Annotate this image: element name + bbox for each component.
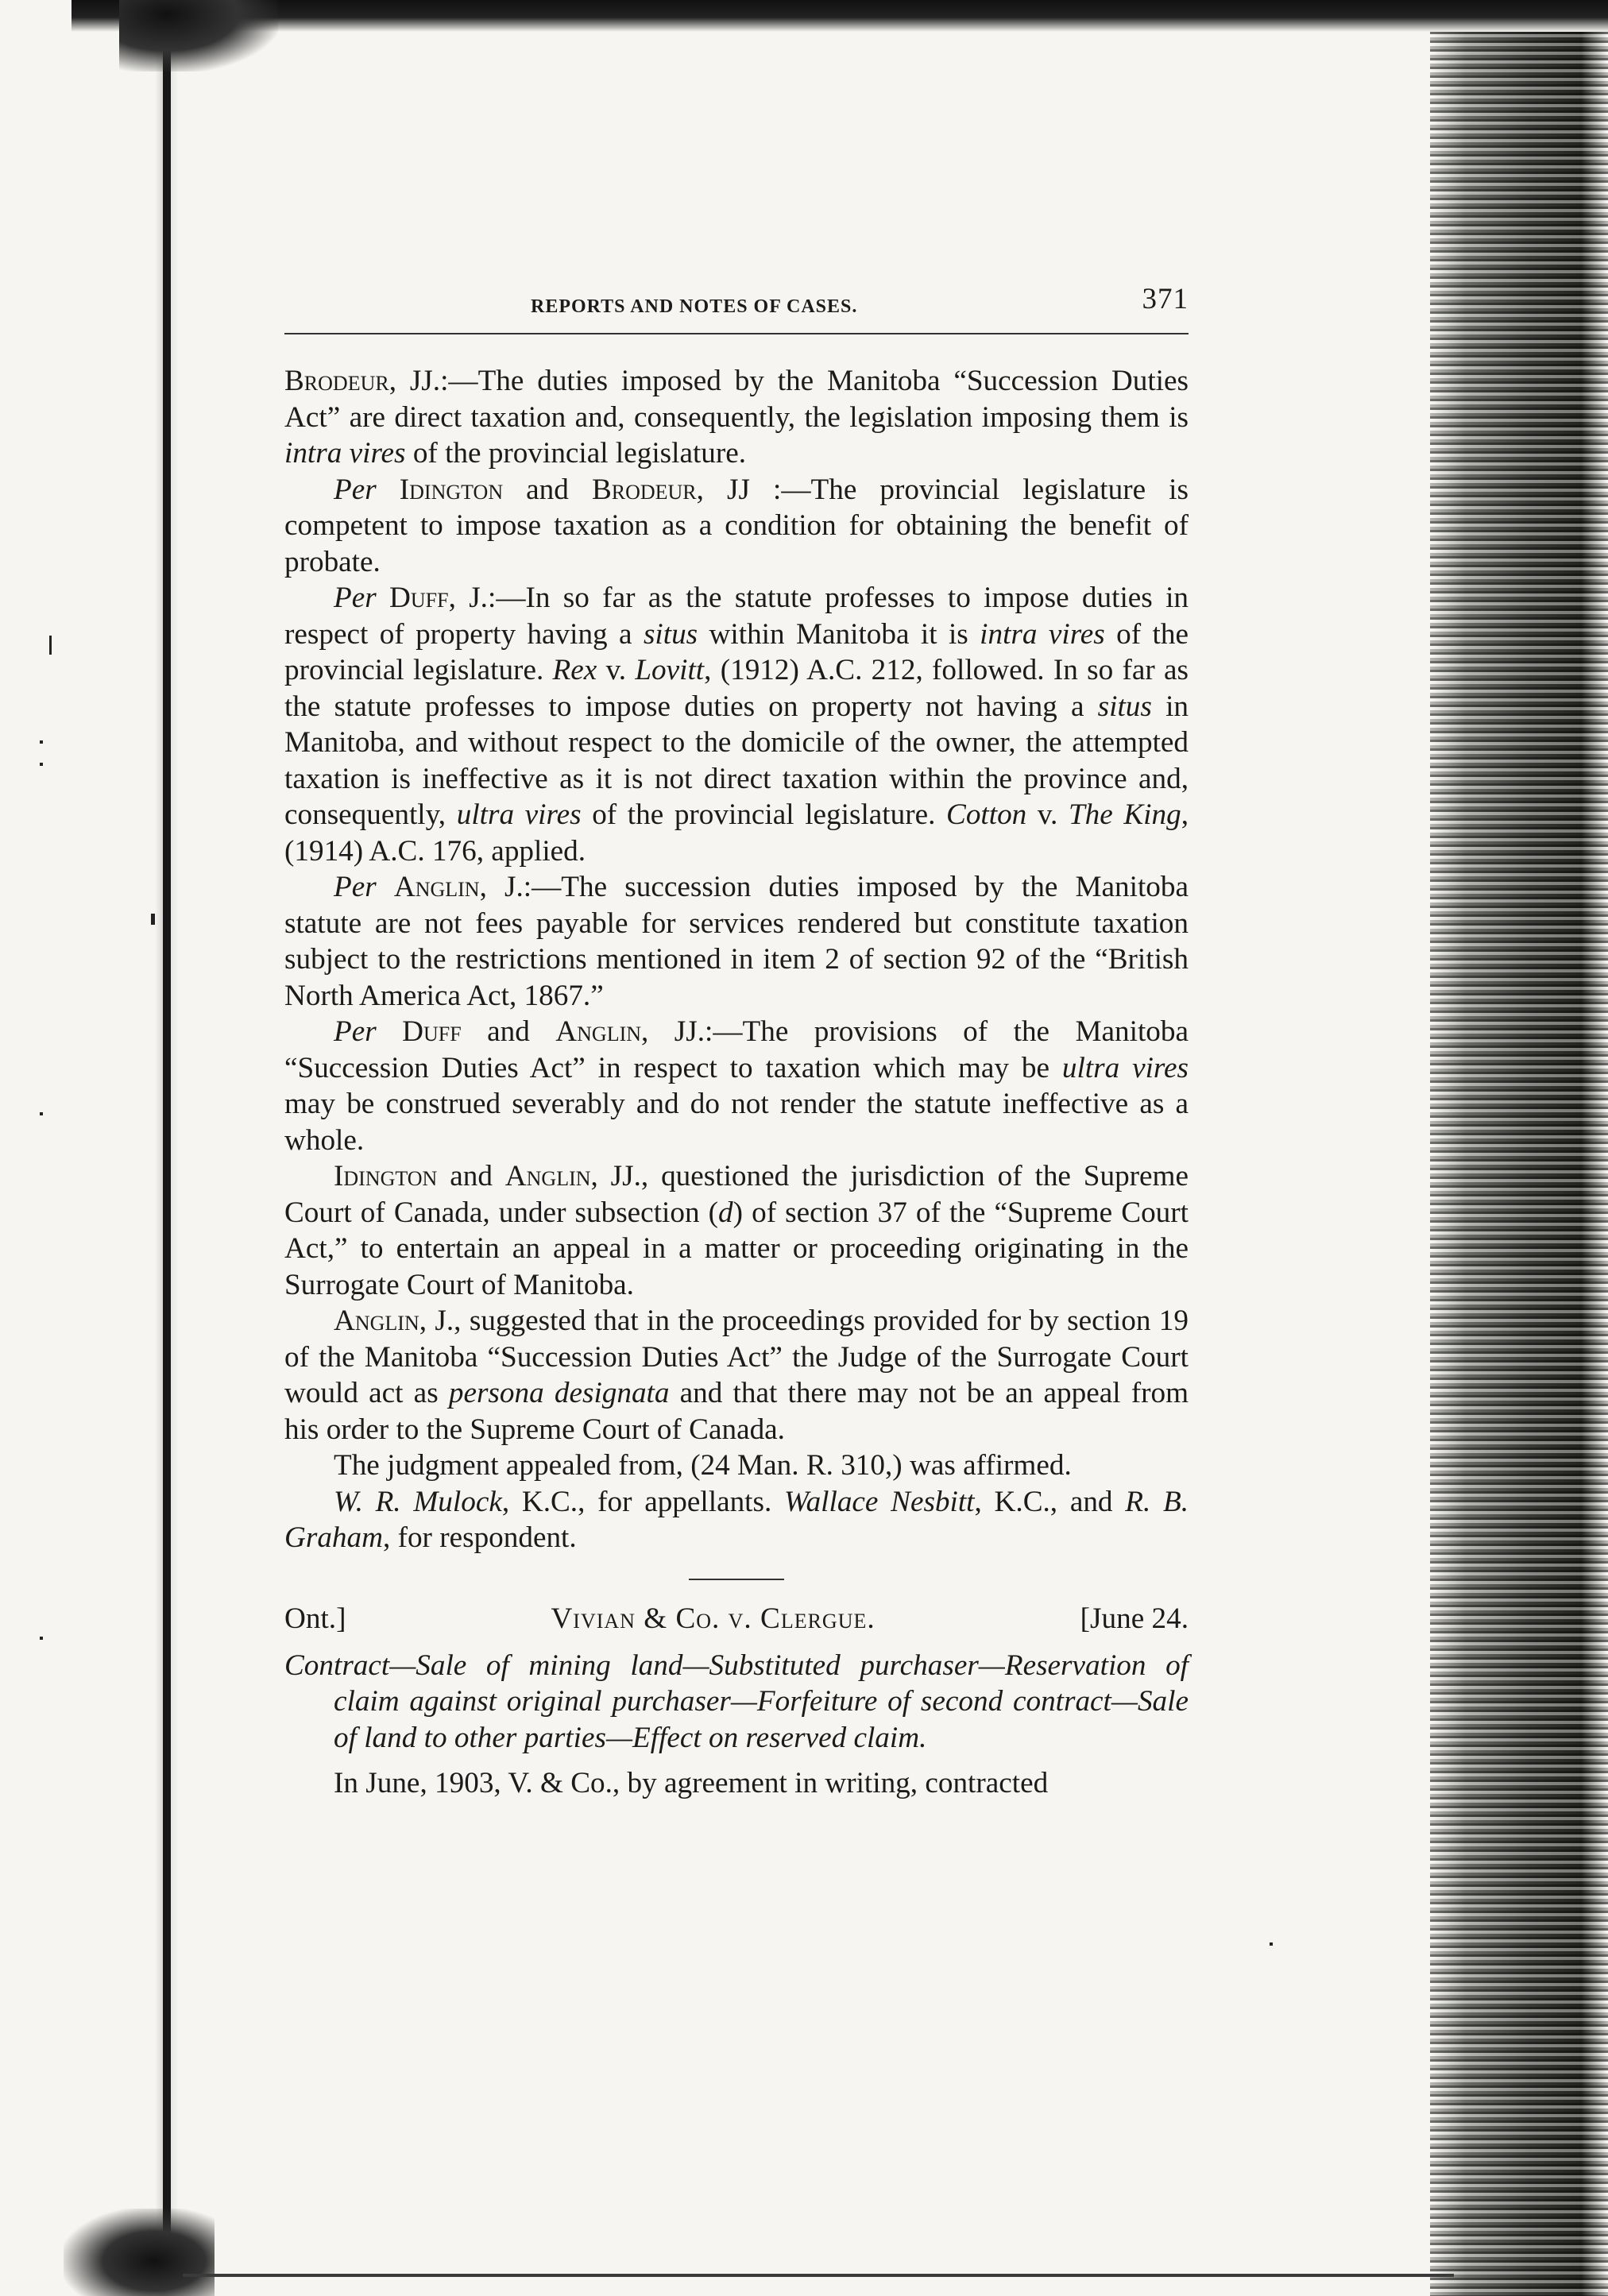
left-binding-edge [163,32,171,2272]
paragraph-counsel: W. R. Mulock, K.C., for appellants. Wallace Nesbitt, K.C., and R. B. Graham, for respondent. [284,1485,1189,1554]
margin-mark [1270,1942,1273,1946]
text-block [284,282,1189,1802]
report-body [284,363,1189,1556]
bottom-scan-edge [183,2274,1454,2277]
case-title: Vivian & Co. v. Clergue. [551,1602,876,1635]
paragraph-persona-designata: Anglin, J., suggested that in the proceedings provided for by section 19 of the Manitoba “Succession Duties Act” the Judge of the Surrogate Court would act as persona designata and that there may not be an appeal from his order to the Supreme Court of Canada. [284,1305,1189,1446]
paragraph-anglin: Per Anglin, J.:—The succession duties imposed by the Manitoba statute are not fees payable for services rendered but constitute taxation subject to the restrictions mentioned in item 2 of section 92 of the “British North America Act, 1867.” [284,871,1189,1012]
right-page-edges [1430,32,1608,2296]
margin-mark [40,1637,43,1640]
running-title: REPORTS AND NOTES OF CASES. [531,296,858,317]
left-page-margin [0,0,179,2296]
case-separator [689,1579,784,1580]
paragraph-judgment: The judgment appealed from, (24 Man. R. 310,) was affirmed. [334,1449,1072,1482]
case-header [284,1601,1189,1637]
running-head [284,282,1189,322]
margin-mark [151,914,155,925]
case-headnote: Contract—Sale of mining land—Substituted purchaser—Reservation of claim against original purchaser—Forfeiture of second contract—Sale of land to other parties—Effect on reserved claim. [284,1649,1189,1754]
margin-mark [40,740,43,744]
margin-mark [40,1112,43,1115]
case-jurisdiction: Ont.] [284,1602,346,1635]
page-number: 371 [1142,283,1189,315]
top-left-scan-shadow [119,0,278,72]
paragraph-idington-brodeur: Per Idington and Brodeur, JJ :—The provincial legislature is competent to impose taxation as a condition for obtaining the benefit of probate. [284,473,1189,578]
case-opening-line: In June, 1903, V. & Co., by agreement in writing, contracted [334,1767,1049,1799]
bottom-left-scan-shadow [64,2209,215,2296]
top-scan-edge [72,0,1608,32]
margin-mark [49,636,52,655]
paragraph-lead: Brodeur [284,365,389,397]
paragraph-duff-anglin: Per Duff and Anglin, JJ.:—The provisions of the Manitoba “Succession Duties Act” in respect to taxation which may be ultra vires may be construed severably and do not render the statute ineffective as a whole. [284,1015,1189,1157]
header-rule [284,333,1189,334]
case-date: [June 24. [1080,1602,1189,1635]
paragraph-jurisdiction: Idington and Anglin, JJ., questioned the jurisdiction of the Supreme Court of Canada, under subsection (d) of section 37 of the “Supreme Court Act,” to entertain an appeal in a matter or proceeding originating in the Surrogate Court of Manitoba. [284,1160,1189,1301]
paragraph-duff: Per Duff, J.:—In so far as the statute professes to impose duties in respect of property having a situs within Manitoba it is intra vires of the provincial legislature. Rex v. Lovitt, (1912) A.C. 212, followed. In so far as the statute professes to impose duties on property not having a situs in Manitoba, and without respect to the domicile of the owner, the attempted taxation is ineffective as it is not direct taxation within the province and, consequently, ultra vires of the provincial legislature. Cotton v. The King, (1914) A.C. 176, applied. [284,582,1189,868]
margin-mark [40,763,43,766]
paragraph-brodeur: Brodeur, JJ.:—The duties imposed by the Manitoba “Succession Duties Act” are direct taxation and, consequently, the legislation imposing them is intra vires of the provincial legislature. [284,365,1189,470]
